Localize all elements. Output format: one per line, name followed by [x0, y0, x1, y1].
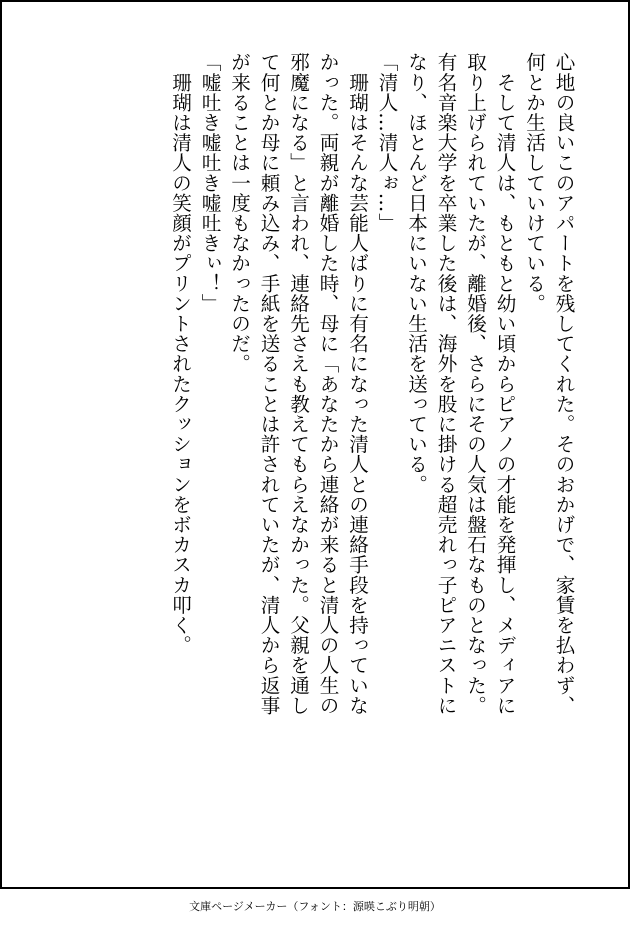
- text-column: 有名音楽大学を卒業した後は、海外を股に掛ける超売れっ子ピアニストに: [434, 52, 457, 716]
- text-column: なり、ほとんど日本にいない生活を送っている。: [404, 52, 428, 495]
- text-column: 取り上げられていたが、離婚後、さらにその人気は盤石なものとなった。: [463, 52, 487, 716]
- text-column: そして清人は、もともと幼い頃からピアノの才能を発揮し、メディアに: [493, 52, 516, 716]
- text-column: が来ることは一度もなかったのだ。: [227, 52, 251, 374]
- text-column: て何とか母に頼み込み、手紙を送ることは許されていたが、清人から返事: [257, 52, 280, 716]
- text-column: 何とか生活していけている。: [522, 52, 546, 314]
- text-column: 「嘘吐き嘘吐き嘘吐きぃ！」: [198, 52, 221, 314]
- text-column: かった。両親が離婚した時、母に「あなたから連絡が来ると清人の人生の: [316, 52, 339, 716]
- text-column: 「清人…清人ぉ…」: [375, 52, 398, 233]
- text-column: 心地の良いこのアパートを残してくれた。そのおかげで、家賃を払わず、: [552, 52, 575, 716]
- text-column: 邪魔になる」と言われ、連絡先さえも教えてもらえなかった。父親を通し: [286, 52, 310, 716]
- footer-credit: 文庫ページメーカー（フォント：源暎こぶり明朝）: [189, 900, 441, 913]
- text-column: 珊瑚はそんな芸能人ばりに有名になった清人との連絡手段を持っていな: [345, 52, 369, 716]
- text-column: 珊瑚は清人の笑顔がプリントされたクッションをボカスカ叩く。: [168, 52, 192, 655]
- vertical-text-body: [165, 52, 578, 842]
